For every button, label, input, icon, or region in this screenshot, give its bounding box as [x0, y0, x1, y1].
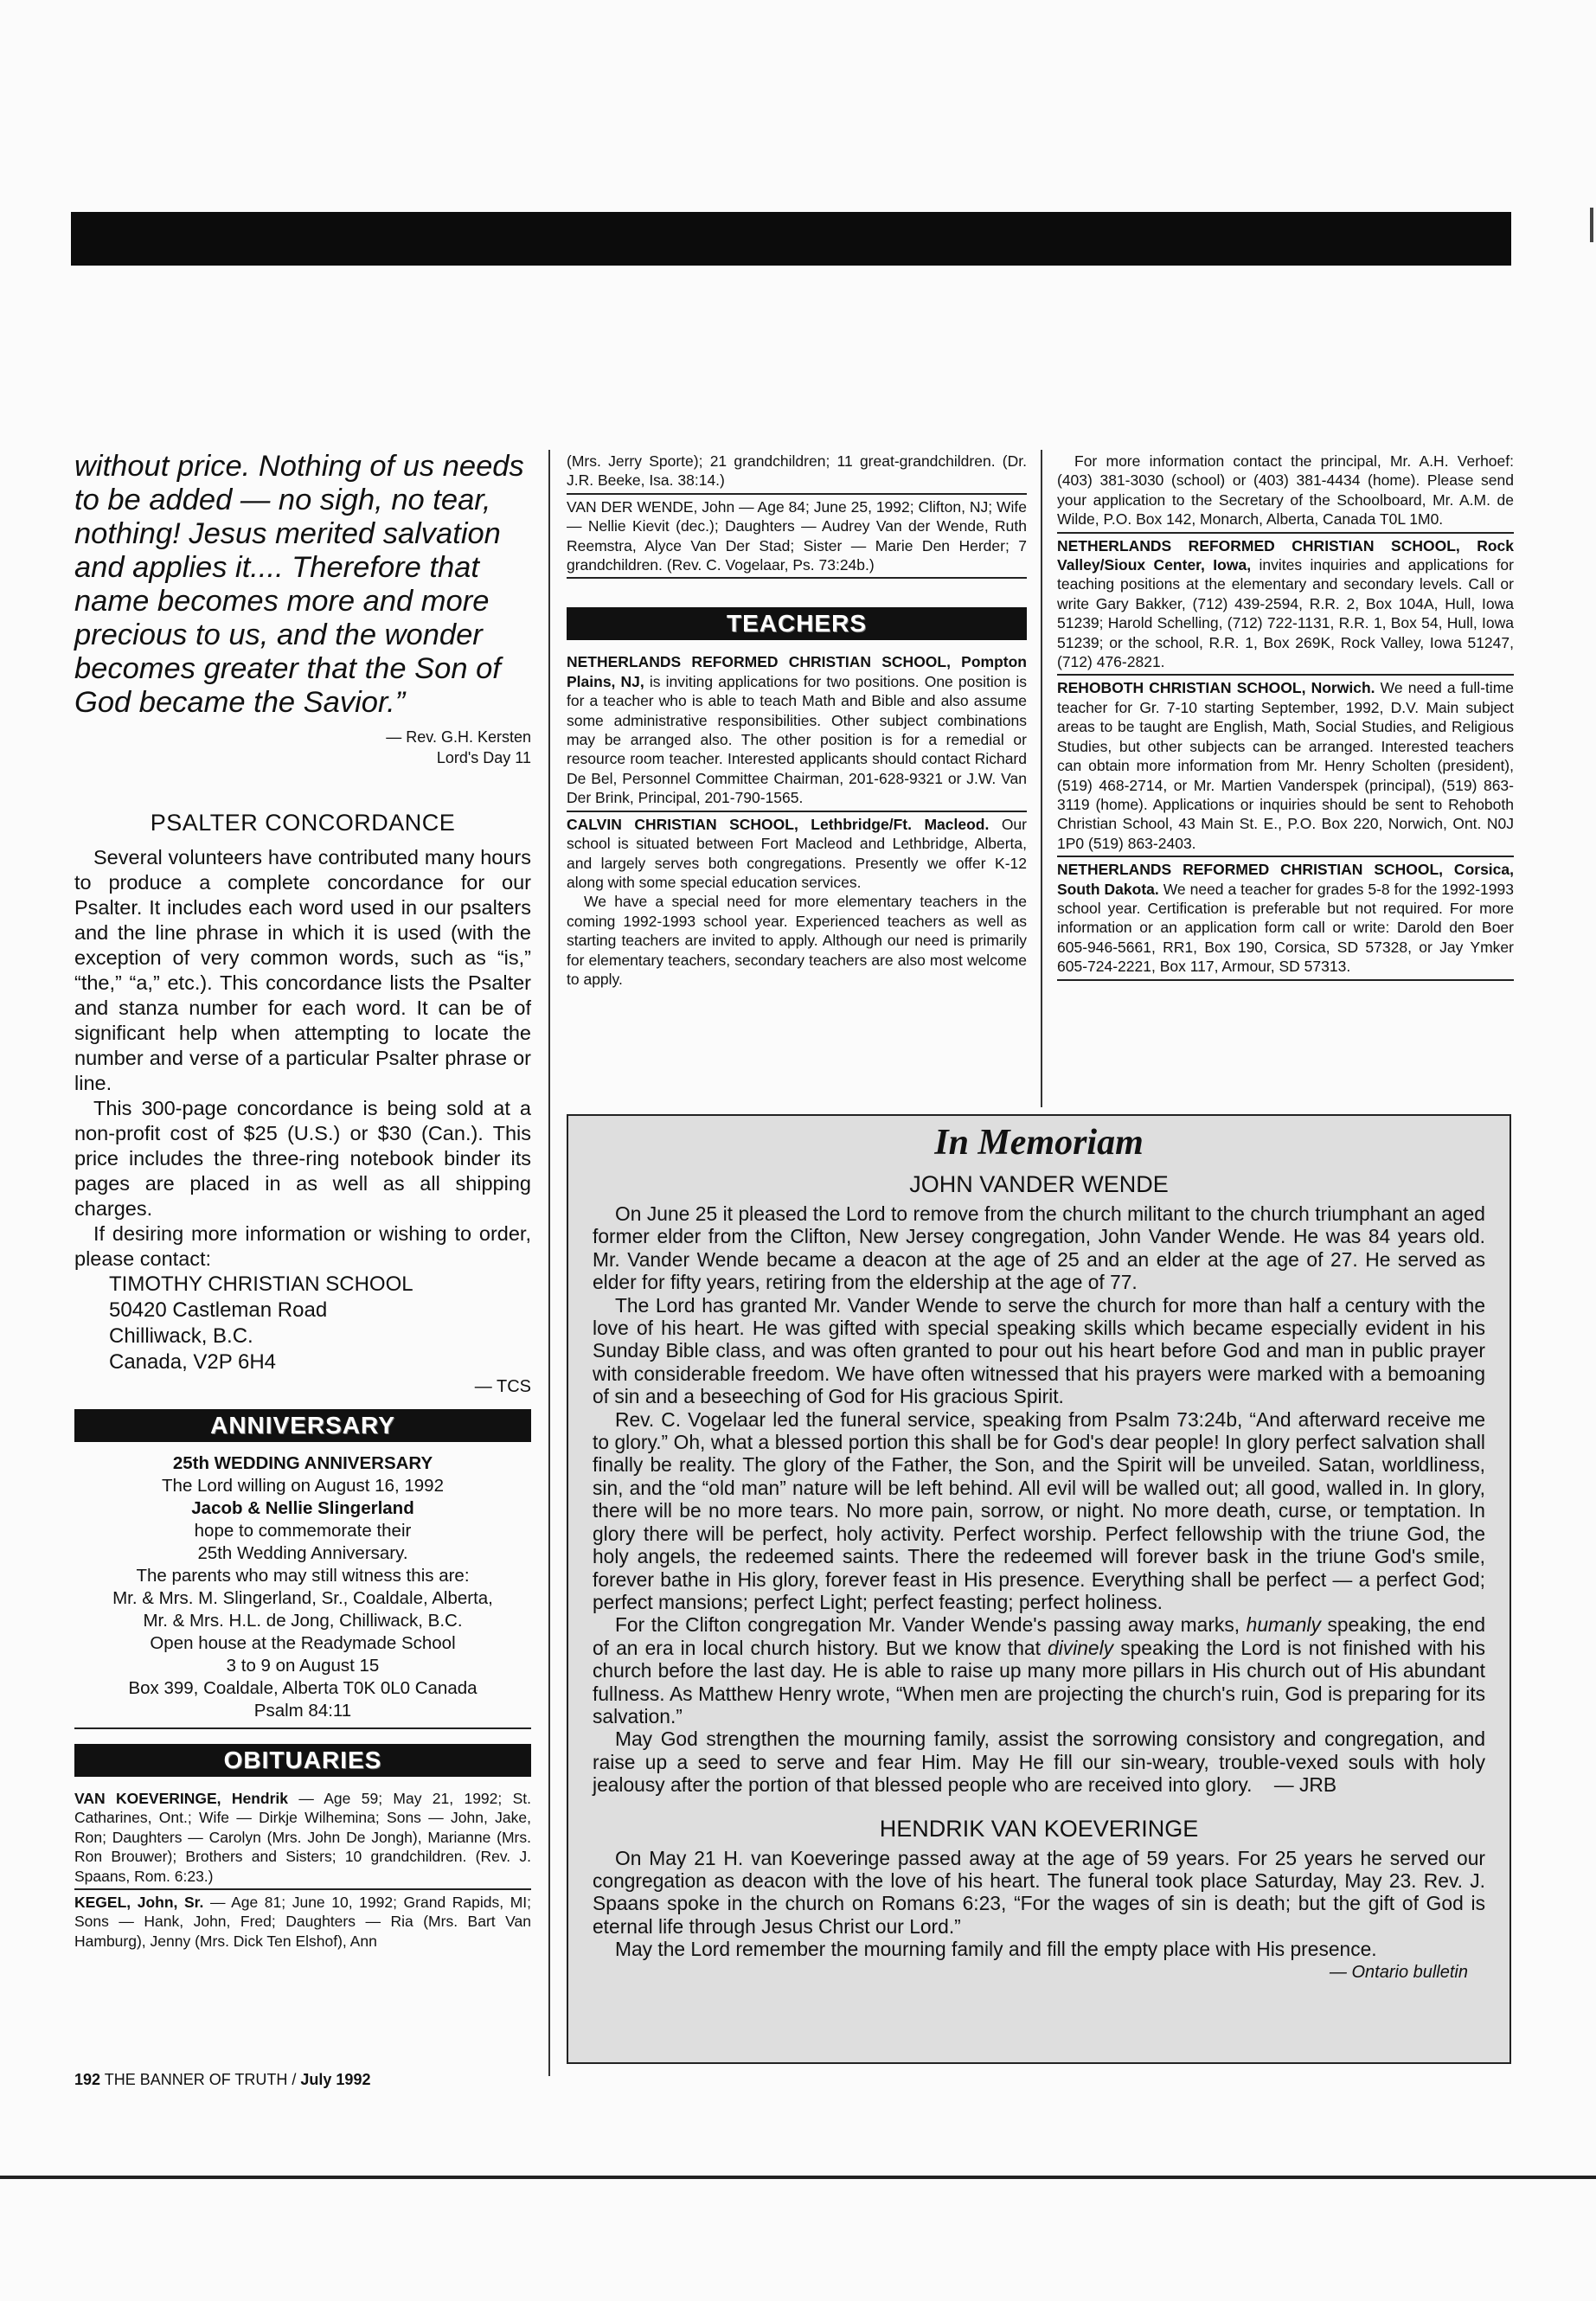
column-left — [74, 450, 531, 1951]
publication-name: THE BANNER OF TRUTH / — [100, 2071, 301, 2088]
psalter-signature: — TCS — [474, 1377, 531, 1396]
anniversary-line: Psalm 84:11 — [253, 1701, 352, 1721]
in-memoriam-title: In Memoriam — [934, 1123, 1144, 1163]
psalter-paragraph: If desiring more information or wishing to order, please contact: — [74, 1222, 531, 1270]
obituary-text: — Age 81; June 10, 1992; Grand Rapids, MI; Sons — Hank, John, Fred; Daughters — Ria (Mrs. Bart Van Hamburg), Jenny (Mrs. Dick Ten Elshof), Ann — [74, 1894, 531, 1950]
psalter-concordance-title: PSALTER CONCORDANCE — [150, 810, 456, 836]
ad-text: We need a teacher for grades 5-8 for the 1992-1993 school year. Certification is preferable but not required. For more information or an application form call or write: Darold den Boer 605-946-5661, RR1, Box 190, Corsica, SD 57328, or Jay Ymker 605-724-2221, Box 117, Armour, SD 57313. — [1057, 880, 1514, 976]
obituaries-banner: OBITUARIES — [74, 1744, 531, 1777]
anniversary-heading: 25th WEDDING ANNIVERSARY — [172, 1453, 433, 1473]
quote-attribution — [74, 727, 531, 768]
teacher-ad-paragraph: We have a special need for more elementary teachers in the coming 1992-1993 school year. Experienced teachers as well as starting teachers are invited to apply. Although our need is primarily for elementary teachers, secondary teachers are also most welcome to apply. — [567, 893, 1027, 988]
column-middle — [567, 452, 1027, 989]
divider — [1057, 674, 1514, 676]
divider — [74, 1888, 531, 1890]
anniversary-line: The Lord willing on August 16, 1992 — [162, 1476, 444, 1496]
bottom-rule — [0, 2176, 1596, 2179]
memoriam-subtitle: JOHN VANDER WENDE — [909, 1171, 1169, 1197]
quote-source: Lord's Day 11 — [436, 749, 531, 766]
ad-lead: NETHERLANDS REFORMED CHRISTIAN SCHOOL, Corsica, South Dakota. — [1057, 861, 1514, 898]
teacher-ad — [1057, 678, 1514, 853]
memoriam-signature: — JRB — [1273, 1773, 1337, 1797]
anniversary-line: hope to commemorate their — [194, 1521, 412, 1541]
anniversary-line: Mr. & Mrs. M. Slingerland, Sr., Coaldale, Alberta, — [112, 1588, 493, 1608]
divider — [1057, 532, 1514, 534]
divider — [1057, 979, 1514, 981]
anniversary-line: Box 399, Coaldale, Alberta T0K 0L0 Canada — [128, 1678, 478, 1698]
text-run: speaking, the end of an era in local church history. But we know that — [593, 1613, 1485, 1659]
kersten-quote: without price. Nothing of us needs to be added — no sigh, no tear, nothing! Jesus merited salvation and applies it.... Therefore that name becomes more and more precious to us, and the wonder becomes greater that the Son of God became the Savior.” — [74, 450, 524, 719]
ad-lead: NETHERLANDS REFORMED CHRISTIAN SCHOOL, Pompton Plains, NJ, — [567, 653, 1027, 690]
text-run: For the Clifton congregation Mr. Vander Wende's passing away marks, — [615, 1613, 1247, 1637]
psalter-article — [74, 845, 531, 1272]
obituary-entry — [74, 1893, 531, 1951]
teachers-banner: TEACHERS — [567, 607, 1027, 640]
memoriam-paragraph: May the Lord remember the mourning family and fill the empty place with His presence. — [615, 1938, 1377, 1961]
text-run: May God strengthen the mourning family, assist the sorrowing consistory and congregation, and raise up a seed to serve and fear Him. May He fill our sin-weary, trouble-vexed souls with holy jealousy after the portion of that blessed people who are received into glory. — [593, 1727, 1485, 1797]
quote-author: — Rev. G.H. Kersten — [386, 728, 531, 746]
memoriam-paragraph: On May 21 H. van Koeveringe passed away at the age of 59 years. For 25 years he served our congregation as deacon with the love of his heart. The funeral took place Saturday, May 23. Rev. J. Spaans spoke in the church on Romans 6:23, “For the wages of sin is death; but the gift of God is eternal life through Jesus Christ our Lord.” — [593, 1846, 1485, 1938]
teacher-ads-continued — [1057, 452, 1514, 981]
column-divider — [548, 450, 550, 2076]
top-black-bar — [71, 212, 1511, 266]
ad-lead: REHOBOTH CHRISTIAN SCHOOL, Norwich. — [1057, 679, 1375, 697]
anniversary-notice — [74, 1452, 531, 1722]
obituary-entry — [74, 1789, 531, 1886]
divider — [1057, 856, 1514, 857]
emphasis: divinely — [1048, 1636, 1114, 1659]
page-number: 192 — [74, 2071, 101, 2088]
ad-text: invites inquiries and applications for teaching positions at the elementary and secondary levels. Call or write Gary Bakker, (712) 439-2594, R.R. 2, Box 104A, Hull, Iowa 51239; Harold Schelling, (712) 722-1131, R.R. 1, Box 54, Hull, Iowa 51239; or the school, R.R. 1, Box 269K, Rock Valley, Iowa 51247, (712) 476-2821. — [1057, 556, 1514, 671]
address-line: Canada, V2P 6H4 — [109, 1350, 277, 1374]
ad-text: We need a full-time teacher for Gr. 7-10 starting September, 1992, D.V. Main subject areas to be taught are English, Math, Social Studies, and Religious Studies, but other subjects can be arranged. Interested teachers can obtain more information from Mr. Henry Scholten (president), (519) 468-2714, or Mr. Martien Vanderspek (principal), (519) 863-3119 (home). Applications or inquiries should be sent to Rehoboth Christian School, 43 Main St. E., P.O. Box 220, Norwich, Ont. N0J 1P0 (519) 863-2403. — [1057, 679, 1514, 852]
teacher-ad — [1057, 536, 1514, 672]
divider — [567, 811, 1027, 812]
page-footer — [74, 2071, 370, 2089]
teacher-ads — [567, 652, 1027, 989]
ad-text: Our school is situated between Fort Macleod and Lethbridge, Alberta, and largely serves both congregations. Presently we offer K-12 along with some special education services. — [567, 815, 1027, 891]
issue-date: July 1992 — [300, 2071, 371, 2088]
obituary-continuation: (Mrs. Jerry Sporte); 21 grandchildren; 11 great-grandchildren. (Dr. J.R. Beeke, Isa. 38:14.) — [567, 452, 1027, 490]
column-right — [1057, 452, 1514, 984]
memoriam-paragraph — [593, 1613, 1485, 1727]
psalter-paragraph: This 300-page concordance is being sold at a non-profit cost of $25 (U.S.) or $30 (Can.). This price includes the three-ring notebook binder its pages are placed in as well as all shipping charges. — [74, 1097, 531, 1220]
anniversary-line: 3 to 9 on August 15 — [226, 1656, 380, 1676]
teacher-ad — [567, 652, 1027, 807]
in-memoriam-box — [567, 1114, 1511, 2064]
memoriam-article — [593, 1847, 1485, 1984]
address-line: Chilliwack, B.C. — [109, 1324, 253, 1348]
anniversary-line: Mr. & Mrs. H.L. de Jong, Chilliwack, B.C. — [143, 1611, 463, 1631]
ad-lead: CALVIN CHRISTIAN SCHOOL, Lethbridge/Ft. Macleod. — [567, 815, 990, 833]
teacher-ad — [1057, 860, 1514, 976]
memoriam-paragraph: On June 25 it pleased the Lord to remove from the church militant to the church triumphant an aged former elder from the Clifton, New Jersey congregation, John Vander Wende. He was 84 years old. Mr. Vander Wende became a deacon at the age of 25 and an elder at the age of 27. He served as elder for fifty years, retiring from the eldership at the age of 77. — [593, 1202, 1485, 1294]
ad-text: is inviting applications for two positions. One position is for a teacher who is able to teach Math and Bible and also assume some administrative responsibilities. Other subject combinations may be arranged also. The other position is for a remedial or resource room teacher. Interested applicants should contact Richard De Bel, Personnel Committee Chairman, 201-628-9321 or J.W. Van Der Brink, Principal, 201-790-1565. — [567, 672, 1027, 807]
memoriam-source: — Ontario bulletin — [1329, 1962, 1468, 1982]
memoriam-paragraph — [593, 1727, 1485, 1796]
address-line: 50420 Castleman Road — [109, 1298, 328, 1322]
anniversary-line: 25th Wedding Anniversary. — [197, 1543, 408, 1563]
memoriam-paragraph: The Lord has granted Mr. Vander Wende to serve the church for more than half a century with the love of his heart. He was gifted with special speaking skills which became especially evident in his Sunday Bible class, and was often granted to pour out his heart before God and man in public prayer with considerable freedom. We have often witnessed that his prayers were marked with a bemoaning of sin and a beseeching of God for His gracious Spirit. — [593, 1293, 1485, 1408]
address-line: TIMOTHY CHRISTIAN SCHOOL — [109, 1272, 413, 1296]
obituary-name: KEGEL, John, Sr. — [74, 1894, 204, 1912]
divider — [567, 493, 1027, 495]
anniversary-line: Open house at the Readymade School — [150, 1633, 456, 1653]
emphasis: humanly — [1246, 1613, 1321, 1637]
ad-lead: NETHERLANDS REFORMED CHRISTIAN SCHOOL, Rock Valley/Sioux Center, Iowa, — [1057, 536, 1514, 574]
teacher-ad-paragraph: For more information contact the principal, Mr. A.H. Verhoef: (403) 381-3030 (school) or (403) 381-4434 (home). Please send your application to the Secretary of the Schoolboard, Mr. A.M. de Wilde, P.O. Box 142, Monarch, Alberta, Canada T0L 1M0. — [1057, 452, 1514, 529]
memoriam-paragraph: Rev. C. Vogelaar led the funeral service, speaking from Psalm 73:24b, “And afterward receive me to glory.” Oh, what a blessed portion this shall be for God's dear people! In glory perfect salvation shall finally be reality. The glory of the Father, the Son, and the Spirit will be unveiled. Satan, worldliness, sin, and the “old man” nature will be left behind. All evil will be walled out; all good, walled in. In glory, there will be no more tears. No more pain, sorrow, or night. No more death, curse, or temptation. In glory there will be perfect, holy activity. Perfect worship. Perfect fellowship with the triune God, the holy angels, the redeemed saints. There the redeemed will forever bask in the triune God's smile, forever bathe in His glory, forever feast in His presence. Everything shall be perfect — a perfect God; perfect mansions; perfect Light; perfect feasting; perfect holiness. — [593, 1407, 1485, 1613]
anniversary-banner: ANNIVERSARY — [74, 1409, 531, 1442]
psalter-paragraph: Several volunteers have contributed many hours to produce a complete concordance for our Psalter. It includes each word used in our psalters and the line phrase in which it is used (with the exception of very common words, such as “is,” “the,” “a,” etc.). This concordance lists the Psalter and stanza number for each word. It can be of significant help when attempting to locate the number and verse of a particular Psalter phrase or line. — [74, 846, 531, 1094]
divider — [74, 1727, 531, 1729]
anniversary-line: The parents who may still witness this are: — [136, 1566, 470, 1586]
memoriam-subtitle: HENDRIK VAN KOEVERINGE — [879, 1815, 1199, 1842]
column-divider — [1041, 450, 1042, 1107]
divider — [567, 577, 1027, 579]
edge-mark — [1590, 208, 1593, 242]
obituary-entry: VAN DER WENDE, John — Age 84; June 25, 1992; Clifton, NJ; Wife — Nellie Kievit (dec.); Daughters — Audrey Van der Wende, Ruth Reemstra, Alyce Van Der Stad; Sister — Marie Den Herder; 7 grandchildren. (Rev. C. Vogelaar, Ps. 73:24b.) — [567, 497, 1027, 574]
memoriam-article — [593, 1202, 1485, 1797]
text-run: speaking the Lord is not finished with his church before the last day. He is able to raise up many more pillars in His church out of His abundant fullness. As Matthew Henry wrote, “When men are projecting the church's ruin, God is preparing for its salvation.” — [593, 1636, 1485, 1727]
obituaries-continued — [567, 452, 1027, 579]
teacher-ad — [567, 815, 1027, 893]
obituary-name: VAN KOEVERINGE, Hendrik — [74, 1790, 289, 1807]
obituary-text: — Age 59; May 21, 1992; St. Catharines, Ont.; Wife — Dirkje Wilhemina; Sons — John, Jake, Ron; Daughters — Carolyn (Mrs. John De Jongh), Marianne (Mrs. Ron Brouwer); Brothers and Sisters; 10 grandchildren. (Rev. J. Spaans, Rom. 6:23.) — [74, 1790, 531, 1885]
anniversary-names: Jacob & Nellie Slingerland — [191, 1498, 414, 1518]
obituaries-list — [74, 1789, 531, 1951]
school-address — [109, 1272, 531, 1375]
